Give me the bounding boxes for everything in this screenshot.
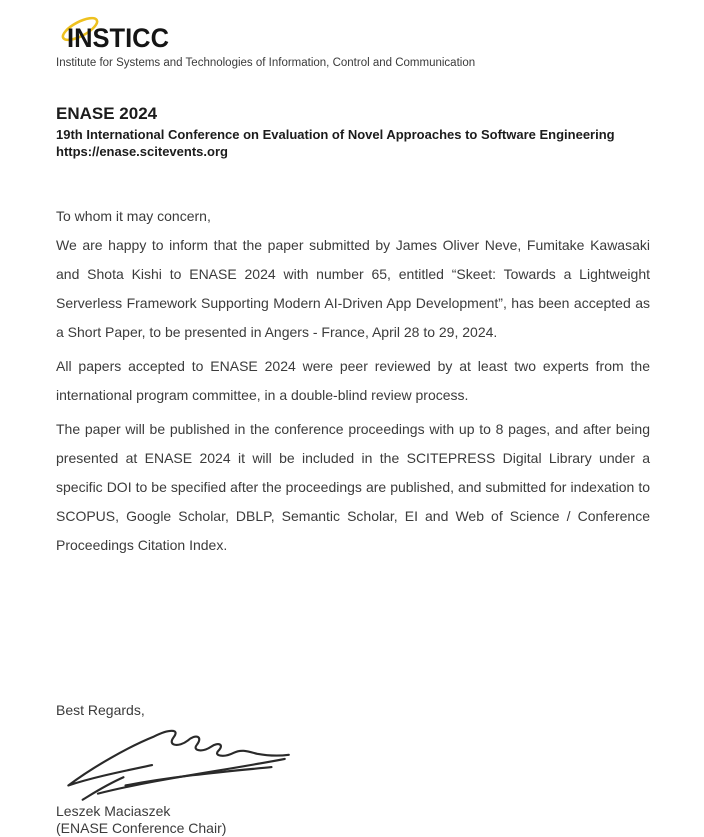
paragraph-publication: The paper will be published in the conference proceedings with up to 8 pages, and after being presented at ENASE 2024 it will be included in the SCITEPRESS Digital Library under a specific DOI to be specified after the proceedings are published, and submitted for indexation to SCOPUS, Google Scholar, DBLP, Semantic Scholar, EI and Web of Science / Conference Proceedings Citation Index. [56,421,650,553]
conference-title: ENASE 2024 [56,104,158,123]
insticc-logo-image [56,16,216,54]
conference-subtitle: 19th International Conference on Evaluation of Novel Approaches to Software Engineering [56,127,615,142]
signer-role: (ENASE Conference Chair) [56,820,227,836]
salutation: To whom it may concern, [56,208,211,224]
paragraph-acceptance: We are happy to inform that the paper submitted by James Oliver Neve, Fumitake Kawasaki and Shota Kishi to ENASE 2024 with number 65, entitled “Skeet: Towards a Lightweight Serverless Framework Supporting Modern AI-Driven App Development”, has been accepted as a Short Paper, to be presented in Angers - France, April 28 to 29, 2024. [56,237,650,340]
signer-name: Leszek Maciaszek [56,803,171,819]
signature-block [52,724,650,802]
conference-heading [56,103,650,160]
logo-wordmark: INSTICC [67,23,169,53]
closing-phrase: Best Regards, [56,702,145,718]
signature-image [52,724,297,802]
insticc-logo [56,16,650,71]
conference-url: https://enase.scitevents.org [56,144,228,159]
paragraph-review-process: All papers accepted to ENASE 2024 were peer reviewed by at least two experts from the international program committee, in a double-blind review process. [56,358,650,403]
signature-stroke-underline2 [126,767,272,785]
insticc-tagline: Institute for Systems and Technologies of Information, Control and Communication [56,57,476,69]
